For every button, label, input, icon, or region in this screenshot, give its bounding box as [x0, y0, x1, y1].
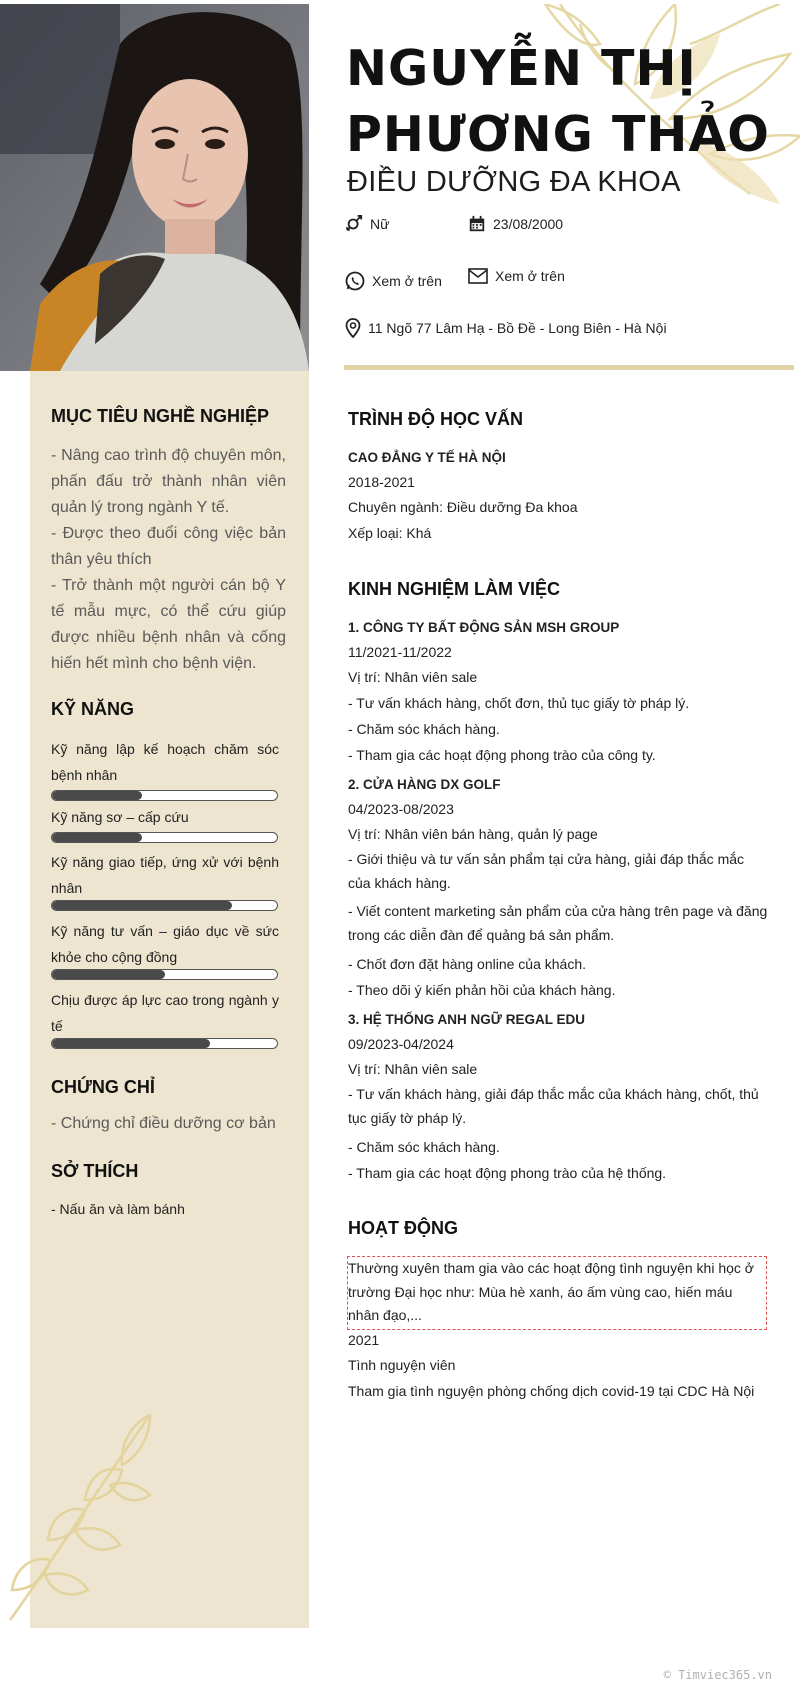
- hobby-item: - Nấu ăn và làm bánh: [51, 1201, 185, 1217]
- skill-label: Kỹ năng giao tiếp, ứng xử với bệnh nhân: [51, 854, 279, 896]
- phone-info: [345, 271, 442, 291]
- job-task: - Tư vấn khách hàng, giải đáp thắc mắc của khách hàng, chốt, thủ tục giấy tờ pháp lý.: [348, 1086, 759, 1126]
- address-value: 11 Ngõ 77 Lâm Hạ - Bồ Đề - Long Biên - Hà Nội: [368, 320, 667, 336]
- phone-value: Xem ở trên: [372, 273, 442, 289]
- experience-heading: KINH NGHIỆM LÀM VIỆC: [348, 579, 561, 599]
- email-info: [468, 268, 565, 284]
- gender-value: Nữ: [370, 216, 390, 232]
- job-task: - Giới thiệu và tư vấn sản phẩm tại cửa hàng, giải đáp thắc mắc của khách hàng.: [348, 851, 745, 891]
- job-company: 3. HỆ THỐNG ANH NGỮ REGAL EDU: [348, 1012, 585, 1027]
- objective-item: - Được theo đuổi công việc bản thân yêu thích: [51, 525, 286, 568]
- skill-label: Chịu được áp lực cao trong ngành y tế: [51, 992, 279, 1034]
- calendar-icon: [468, 215, 486, 233]
- candidate-name: [346, 36, 770, 168]
- education-years: 2018-2021: [348, 474, 415, 490]
- objective-item: - Trở thành một người cán bộ Y tế mẫu mực, có thể cứu giúp được nhiều bệnh nhân và cống hiến hết mình cho bệnh viện.: [51, 577, 286, 672]
- job-task: - Viết content marketing sản phẩm của cửa hàng trên page và đăng trong các diễn đàn để quảng bá sản phẩm.: [348, 903, 768, 943]
- skill-bar: [51, 832, 278, 843]
- skill-bar: [51, 1038, 278, 1049]
- job-task: - Chăm sóc khách hàng.: [348, 1139, 500, 1155]
- job-task: - Tư vấn khách hàng, chốt đơn, thủ tục giấy tờ pháp lý.: [348, 695, 690, 711]
- education-grade: Xếp loại: Khá: [348, 525, 432, 541]
- name-line-2: PHƯƠNG THẢO: [346, 106, 770, 163]
- skill-bar-fill: [52, 791, 142, 800]
- phone-icon: [345, 271, 365, 291]
- objective-item: - Nâng cao trình độ chuyên môn, phấn đấu trở thành nhân viên quản lý trong ngành Y tế.: [51, 447, 286, 516]
- watermark: © Timviec365.vn: [663, 1668, 772, 1682]
- activities-heading: HOẠT ĐỘNG: [348, 1218, 458, 1238]
- certificate-item: - Chứng chỉ điều dưỡng cơ bản: [51, 1115, 276, 1132]
- profile-photo: [0, 4, 309, 371]
- skill-label: Kỹ năng lập kế hoạch chăm sóc bệnh nhân: [51, 741, 279, 783]
- skill-bar-fill: [52, 833, 142, 842]
- activity-role: Tình nguyện viên: [348, 1357, 456, 1373]
- header-divider: [344, 365, 794, 370]
- skill-bar-fill: [52, 1039, 210, 1048]
- job-period: 04/2023-08/2023: [348, 801, 454, 817]
- job-task: - Chăm sóc khách hàng.: [348, 721, 500, 737]
- activity-detail: Tham gia tình nguyện phòng chống dịch covid-19 tại CDC Hà Nội: [348, 1383, 755, 1399]
- leaf-decoration-bottom-icon: [0, 1410, 170, 1630]
- job-position: Vị trí: Nhân viên bán hàng, quản lý page: [348, 826, 598, 842]
- education-major: Chuyên ngành: Điều dưỡng Đa khoa: [348, 499, 578, 515]
- education-heading: TRÌNH ĐỘ HỌC VẤN: [348, 409, 523, 429]
- job-task: - Tham gia các hoạt động phong trào của công ty.: [348, 747, 656, 763]
- activity-year: 2021: [348, 1332, 380, 1348]
- hobbies-heading: SỞ THÍCH: [51, 1161, 139, 1181]
- job-task: - Theo dõi ý kiến phản hồi của khách hàng.: [348, 982, 616, 998]
- objective-heading: MỤC TIÊU NGHỀ NGHIỆP: [51, 406, 270, 426]
- skill-label: Kỹ năng sơ – cấp cứu: [51, 809, 189, 825]
- name-line-1: NGUYỄN THỊ: [346, 40, 697, 97]
- skill-bar: [51, 790, 278, 801]
- job-company: 1. CÔNG TY BẤT ĐỘNG SẢN MSH GROUP: [348, 620, 620, 635]
- skill-bar-fill: [52, 970, 165, 979]
- email-icon: [468, 268, 488, 284]
- skill-bar: [51, 969, 278, 980]
- skills-heading: KỸ NĂNG: [51, 699, 135, 719]
- job-position: Vị trí: Nhân viên sale: [348, 1061, 478, 1077]
- job-task: - Tham gia các hoạt động phong trào của hệ thống.: [348, 1165, 667, 1181]
- job-period: 11/2021-11/2022: [348, 644, 452, 660]
- school-name: CAO ĐẲNG Y TẾ HÀ NỘI: [348, 450, 506, 465]
- birthdate-value: 23/08/2000: [493, 216, 564, 232]
- skill-bar-fill: [52, 901, 232, 910]
- job-company: 2. CỬA HÀNG DX GOLF: [348, 777, 501, 792]
- job-position: Vị trí: Nhân viên sale: [348, 669, 478, 685]
- email-value: Xem ở trên: [495, 268, 565, 284]
- objective-text: [51, 443, 286, 677]
- gender-icon: [345, 215, 363, 233]
- gender-info: [345, 215, 389, 233]
- job-task: - Chốt đơn đặt hàng online của khách.: [348, 956, 587, 972]
- job-title: ĐIỀU DƯỠNG ĐA KHOA: [347, 166, 681, 198]
- location-pin-icon: [345, 318, 361, 338]
- certificates-heading: CHỨNG CHỈ: [51, 1077, 155, 1097]
- address-info: [345, 318, 667, 338]
- skill-label: Kỹ năng tư vấn – giáo dục về sức khỏe cho cộng đồng: [51, 923, 279, 965]
- job-period: 09/2023-04/2024: [348, 1036, 454, 1052]
- birthdate-info: [468, 215, 563, 233]
- activity-description[interactable]: Thường xuyên tham gia vào các hoạt động tình nguyện khi học ở trường Đại học như: Mùa hè xanh, áo ấm vùng cao, hiến máu nhân đạo,...: [347, 1256, 767, 1330]
- skill-bar: [51, 900, 278, 911]
